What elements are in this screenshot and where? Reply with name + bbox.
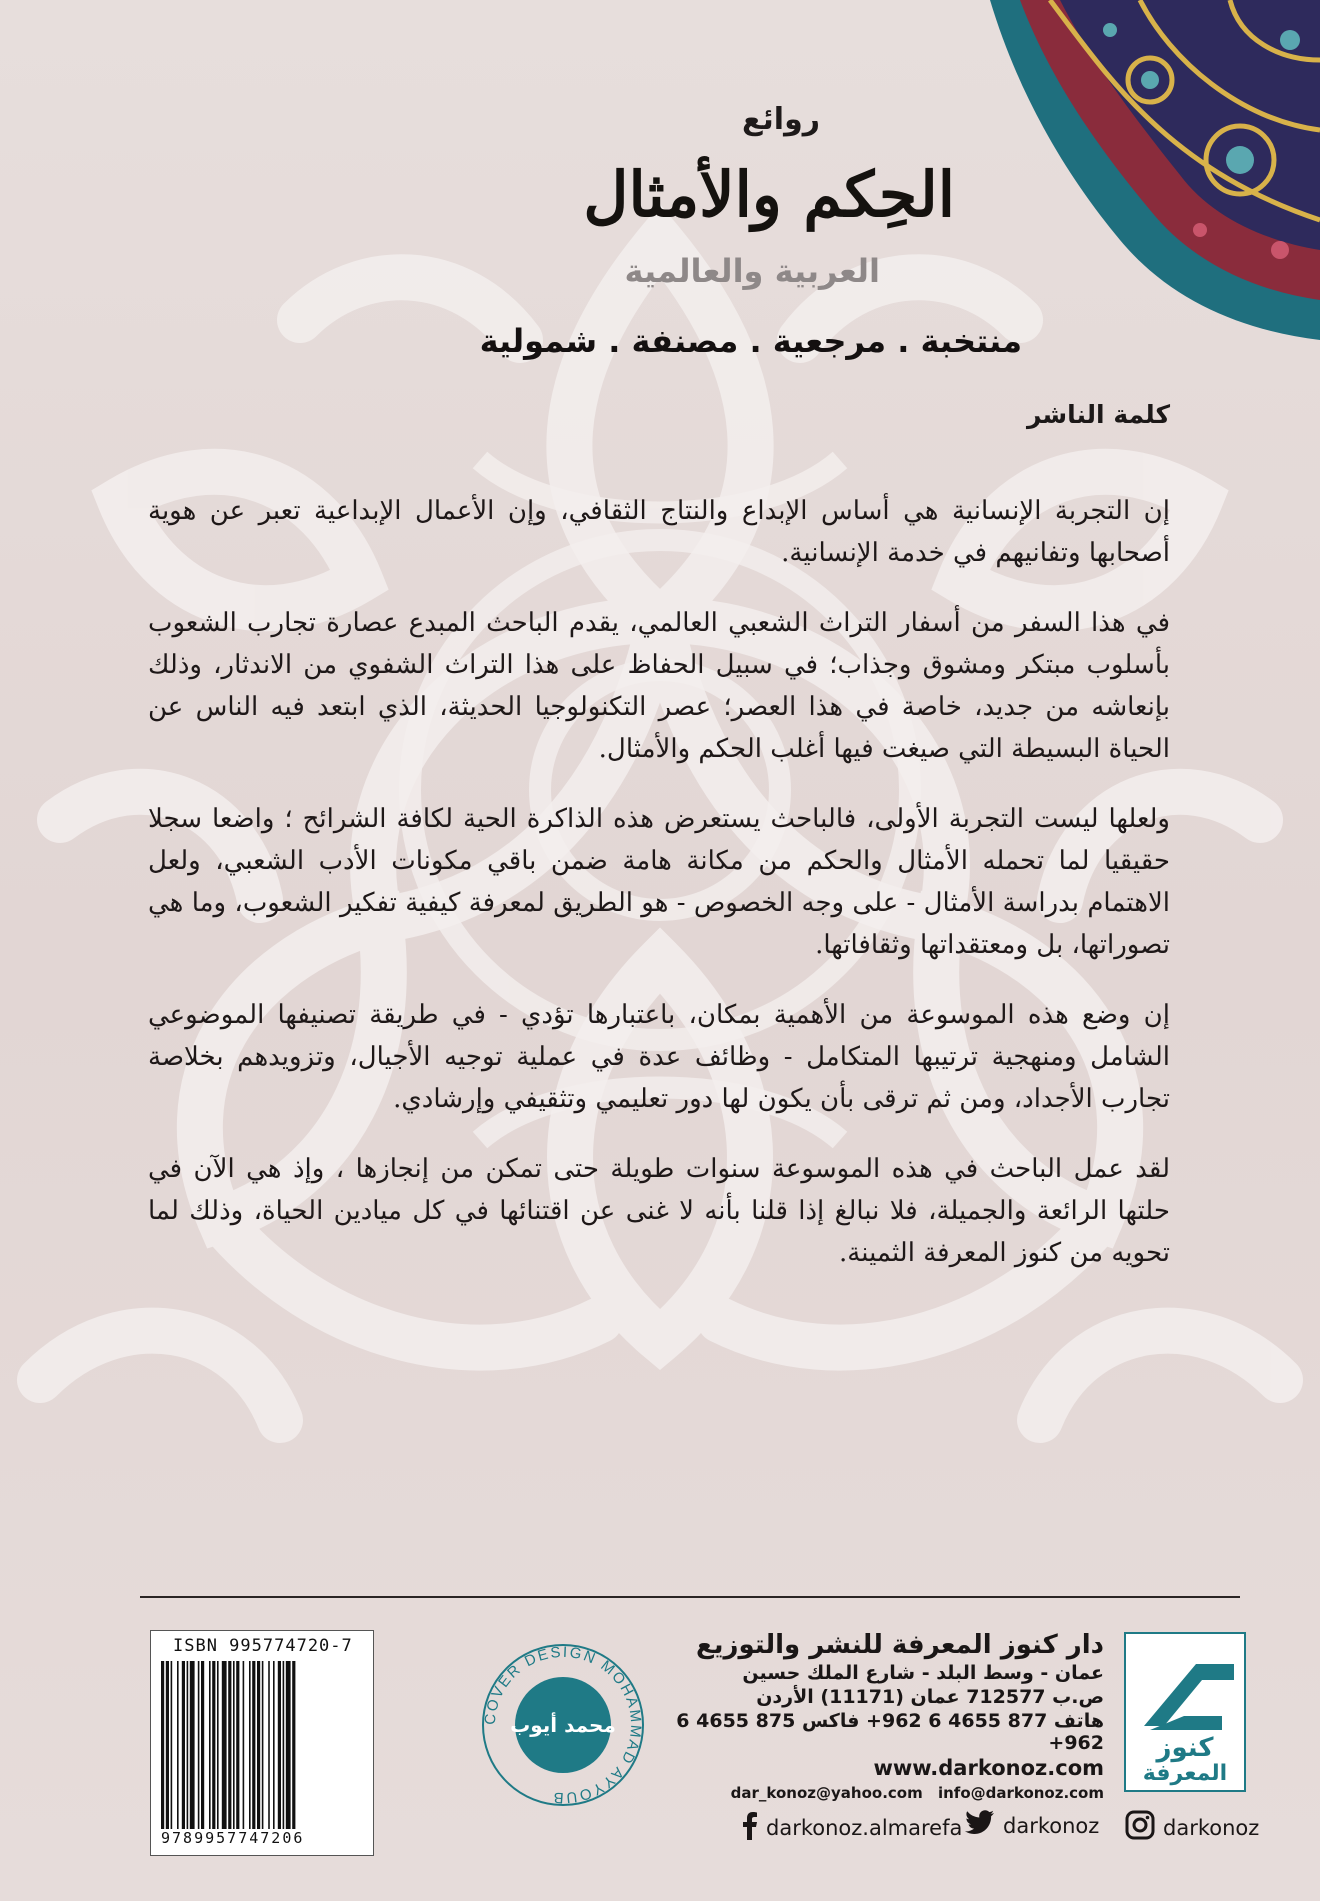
barcode-bar <box>177 1661 179 1829</box>
barcode-bar <box>252 1661 255 1829</box>
email-link[interactable]: info@darkonoz.com <box>937 1784 1104 1802</box>
barcode-bar <box>222 1661 227 1829</box>
barcode-bar <box>187 1661 189 1829</box>
social-links <box>740 1810 1260 1846</box>
barcode-bar <box>268 1661 270 1829</box>
barcode-bar <box>171 1661 173 1829</box>
series-label: روائع <box>742 102 820 137</box>
instagram-link[interactable] <box>1125 1810 1259 1845</box>
publisher-name: دار كنوز المعرفة للنشر والتوزيع <box>695 1630 1104 1660</box>
barcode-bar <box>278 1661 281 1829</box>
barcode-bar <box>190 1661 195 1829</box>
logo-mark <box>1126 1634 1244 1790</box>
barcode-bar <box>166 1661 169 1829</box>
barcode-bar <box>182 1661 185 1829</box>
logo-word-top: كنوز <box>1156 1733 1214 1763</box>
barcode-bar <box>233 1661 235 1829</box>
paragraph: في هذا السفر من أسفار التراث الشعبي العالمي، يقدم الباحث المبدع عصارة تجارب الشعوب بأسلوب مبتكر ومشوق وجذاب؛ في سبيل الحفاظ على هذا التراث الشفوي من الاندثار، وذلك بإنعاشه من جديد، خاصة في هذا العصر؛ عصر التكنولوجيا الحديثة، الذي ابتعد فيه الناس عن الحياة البسيطة التي صيغت فيها أغلب الحكم والأمثال. <box>148 608 1170 764</box>
barcode-bar <box>161 1661 164 1829</box>
barcode-bar <box>198 1661 200 1829</box>
paragraph: ولعلها ليست التجربة الأولى، فالباحث يستعرض هذه الذاكرة الحية لكافة الشرائح ؛ واضعا سجلا حقيقيا لما تحمله الأمثال والحكم من مكانة هامة ضمن باقي مكونات الأدب الشعبي، ولعل الاهتمام بدراسة الأمثال - على وجه الخصوص - هو الطريق لمعرفة كيفية تفكير الشعوب، وما هي تصوراتها، بل ومعتقداتها وثقافاتها. <box>148 804 1170 960</box>
publisher-logo <box>1124 1632 1246 1792</box>
barcode-bar <box>212 1661 215 1829</box>
barcode-bar <box>283 1661 285 1829</box>
publisher-phone: هاتف 877 4655 6 962+ فاكس 875 4655 6 962+ <box>676 1710 1104 1754</box>
twitter-icon <box>965 1810 995 1841</box>
logo-word-bottom: المعرفة <box>1142 1761 1228 1786</box>
barcode-bar <box>243 1661 245 1829</box>
publisher-pobox: ص.ب 712577 عمان (11171) الأردن <box>756 1686 1104 1708</box>
barcode-bar <box>262 1661 264 1829</box>
divider <box>140 1596 1240 1598</box>
barcode-bar <box>257 1661 260 1829</box>
facebook-link[interactable] <box>740 1810 962 1845</box>
barcode-bar <box>236 1661 239 1829</box>
paragraph: إن وضع هذه الموسوعة من الأهمية بمكان، باعتبارها تؤدي - في طريقة تصنيفها الموضوعي الشامل ومنهجية ترتيبها المتكامل - وظائف عدة في عملية توجيه الأجيال، وتزويدهم بخلاصة تجارب الأجداد، ومن ثم ترقى بأن يكون لها دور تعليمي وتثقيفي وإرشادي. <box>148 1000 1170 1114</box>
ornament-corner <box>990 0 1320 340</box>
barcode-bar <box>209 1661 211 1829</box>
barcode-bar <box>217 1661 219 1829</box>
barcode-bar <box>228 1661 231 1829</box>
twitter-link[interactable] <box>965 1810 1099 1841</box>
isbn-number: ISBN 995774720-7 <box>173 1636 353 1656</box>
barcode-bar <box>249 1661 251 1829</box>
barcode-bar <box>201 1661 204 1829</box>
book-subtitle: العربية والعالمية <box>624 252 880 290</box>
designer-seal <box>478 1640 648 1810</box>
publisher-word-body <box>148 490 1170 1302</box>
designer-ring-text: COVER DESIGN MOHAMMAD AYYOUB <box>481 1643 645 1807</box>
book-tagline: منتخبة . مرجعية . مصنفة . شمولية <box>479 322 1022 360</box>
barcode-bars <box>159 1661 365 1829</box>
publisher-website[interactable]: www.darkonoz.com <box>873 1756 1104 1780</box>
publisher-word-heading: كلمة الناشر <box>1026 400 1170 429</box>
barcode-digits: 9789957747206 <box>161 1829 305 1847</box>
facebook-icon <box>740 1810 758 1845</box>
email-link[interactable]: dar_konoz@yahoo.com <box>730 1784 923 1802</box>
twitter-handle: darkonoz <box>1003 1813 1100 1838</box>
designer-signature: محمد أيوب <box>510 1713 616 1737</box>
paragraph: لقد عمل الباحث في هذه الموسوعة سنوات طويلة حتى تمكن من إنجازها ، وإذ هي الآن في حلتها الرائعة والجميلة، فلا نبالغ إذا قلنا بأنه لا غنى عن اقتنائها في كل ميادين الحياة، وذلك لما تحويه من كنوز المعرفة الثمينة. <box>148 1154 1170 1268</box>
publisher-info <box>654 1630 1104 1802</box>
book-title: الحِكم والأمثال <box>583 158 955 231</box>
paragraph: إن التجربة الإنسانية هي أساس الإبداع والنتاج الثقافي، وإن الأعمال الإبداعية تعبر عن هوية أصحابها وتفانيهم في خدمة الإنسانية. <box>148 496 1170 568</box>
instagram-handle: darkonoz <box>1163 1815 1260 1840</box>
barcode-bar <box>292 1661 295 1829</box>
publisher-emails <box>654 1784 1104 1802</box>
publisher-address: عمان - وسط البلد - شارع الملك حسين <box>742 1662 1104 1684</box>
barcode-bar <box>273 1661 275 1829</box>
isbn-barcode <box>150 1630 374 1856</box>
instagram-icon <box>1125 1810 1155 1845</box>
facebook-handle: darkonoz.almarefa <box>766 1815 963 1840</box>
barcode-bar <box>286 1661 291 1829</box>
